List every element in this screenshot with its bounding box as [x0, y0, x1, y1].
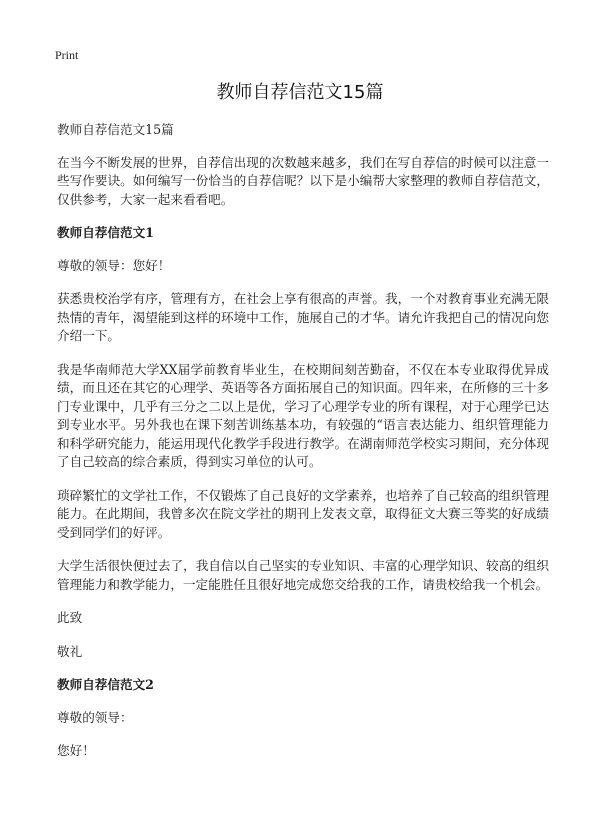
- section-1-paragraph-1: 获悉贵校治学有序，管理有方，在社会上享有很高的声誉。我，一个对教育事业充满无限热情的青年，渴望能到这样的环境中工作，施展自己的才华。请允许我把自己的情况向您介绍一下。: [57, 291, 549, 343]
- section-1-paragraph-3: 琐碎繁忙的文学社工作，不仅锻炼了自己良好的文学素养，也培养了自己较高的组织管理能力。在此期间，我曾多次在院文学社的期刊上发表文章，取得征文大赛三等奖的好成绩受到同学们的好评。: [57, 487, 549, 540]
- section-1-paragraph-4: 大学生活很快便过去了，我自信以自己坚实的专业知识、丰富的心理学知识、较高的组织管理能力和教学能力，一定能胜任且很好地完成您交给我的工作，请贵校给我一个机会。: [57, 558, 549, 592]
- section-1-paragraph-2: 我是华南师范大学XX届学前教育毕业生，在校期间刻苦勤奋，不仅在本专业取得优异成绩，而且还在其它的心理学、英语等各方面拓展自己的知识面。四年来，在所修的三十多门专业课中，几乎有三分之二以上是优，学习了心理学专业的所有课程，对于心理学已达到专业水平。另外我也在课下刻苦训练基本功，有较强的“语言表达能力、组织管理能力和科学研究能力，能运用现代化教学手段进行教学。在湖南师范学校实习期间，充分体现了自己较高的综合素质，得到实习单位的认可。: [57, 361, 549, 469]
- section-1-closing-2: 敬礼: [57, 643, 83, 659]
- document-subtitle: 教师自荐信范文15篇: [57, 122, 174, 137]
- intro-paragraph: 在当今不断发展的世界，自荐信出现的次数越来越多，我们在写自荐信的时候可以注意一些写作要诀。如何编写一份恰当的自荐信呢？以下是小编帮大家整理的教师自荐信范文，仅供参考，大家一起来看看吧。: [57, 154, 549, 207]
- section-1-closing-1: 此致: [57, 610, 83, 625]
- page-title: 教师自荐信范文15篇: [216, 82, 384, 103]
- section-heading-2: 教师自荐信范文2: [57, 677, 154, 692]
- section-1-salutation: 尊敬的领导：您好！: [57, 257, 171, 273]
- print-link[interactable]: Print: [55, 48, 79, 62]
- section-2-greeting: 您好！: [57, 743, 95, 758]
- section-heading-1: 教师自荐信范文1: [57, 225, 154, 240]
- section-2-salutation: 尊敬的领导：: [57, 709, 133, 725]
- document-body: [57, 121, 549, 776]
